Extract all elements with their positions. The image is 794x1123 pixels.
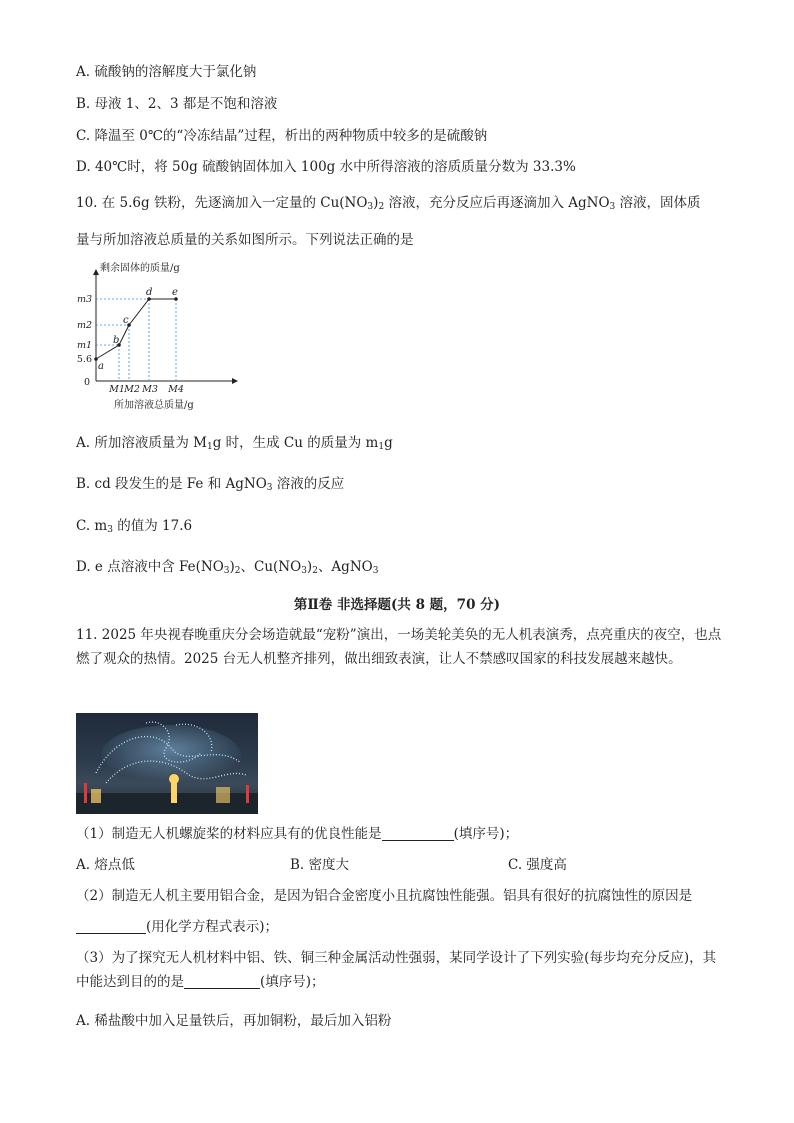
q11-s1-opt-c: C. 强度高 [508,857,567,873]
origin-label: 0 [83,377,90,388]
ytick-m1: m1 [76,340,92,351]
q11-s2-answer: (用化学方程式表示)； [76,917,278,937]
xtick-m2: M2 [124,384,140,395]
xtick-m4: M4 [168,384,184,395]
answer-blank-3[interactable] [184,974,260,989]
label-a: a [98,361,104,372]
q9-option-c: C. 降温至 0℃的“冷冻结晶”过程，析出的两种物质中较多的是硫酸钠 [76,128,488,144]
graph-line [96,299,176,359]
q11-s1-opt-a: A. 熔点低 [76,857,135,873]
q10-option-c: C. $m_3$ 的值为 17.6 [76,518,193,535]
answer-blank-1[interactable] [382,826,454,841]
graph-ylabel: 剩余固体的质量/g [100,263,180,274]
q11-s1-opt-b: B. 密度大 [290,857,350,873]
ytick-m2: m2 [76,320,92,331]
q11-s2: （2）制造无人机主要用铝合金，是因为铝合金密度小且抗腐蚀性能强。铝具有很好的抗腐蚀性的原因是 [76,888,693,904]
label-b: b [113,335,120,346]
graph-xlabel: 所加溶液总质量/g [114,400,194,411]
graph-guides [96,299,176,381]
q10-stem-line1: 10. 在 5.6g 铁粉，先逐滴加入一定量的 $Cu(NO_3)_2$ 溶液，充分反应后再逐滴加入 AgNO$_3$ 溶液，固体质 [76,195,701,212]
q10-stem-line2: 量与所加溶液总质量的关系如图所示。下列说法正确的是 [76,232,414,248]
q9-option-d: D. 40℃时，将 50g 硫酸钠固体加入 100g 水中所得溶液的溶质质量分数为 33.3% [76,159,576,175]
ytick-5.6: 5.6 [76,354,92,365]
q10-option-a: A. 所加溶液质量为 $M_1g$ 时，生成 Cu 的质量为 $m_1g$ [76,435,393,452]
label-e: e [172,287,178,298]
q11-s3: （3）为了探究无人机材料中铝、铁、铜三种金属活动性强弱，某同学设计了下列实验(每步均充分反应)，其中能达到目的的是 (填序号)； [76,950,717,990]
q11-intro: 11. 2025 年央视春晚重庆分会场造就最“宠粉”演出，一场美轮美奂的无人机表演秀，点亮重庆的夜空，也点燃了观众的热情。2025 台无人机整齐排列，做出细致表演，让人不禁感叹国家的科技发展越来越快。 [76,627,722,667]
label-c: c [123,315,129,326]
q11-s1: （1）制造无人机螺旋桨的材料应具有的优良性能是 (填序号)； [76,826,519,842]
xtick-m1: M1 [109,384,125,395]
q10-graph [72,258,252,414]
xtick-m3: M3 [142,384,158,395]
q9-option-a: A. 硫酸钠的溶解度大于氯化钠 [76,64,257,80]
section-header: 第Ⅱ卷 非选择题(共 8 题，70 分) [293,597,501,613]
q9-option-b: B. 母液 1、2、3 都是不饱和溶液 [76,96,278,112]
q10-option-d: D. e 点溶液中含 $Fe(NO_3)_2$、$Cu(NO_3)_2$、AgNO$_3$ [76,559,379,576]
q10-option-b: B. cd 段发生的是 Fe 和 AgNO$_3$ 溶液的反应 [76,476,345,493]
answer-blank-2[interactable] [76,919,146,934]
ytick-m3: m3 [76,294,92,305]
label-d: d [146,287,153,298]
drone-show-photo [76,713,258,814]
q11-s3-opt-a: A. 稀盐酸中加入足量铁后，再加铜粉，最后加入铝粉 [76,1013,392,1029]
